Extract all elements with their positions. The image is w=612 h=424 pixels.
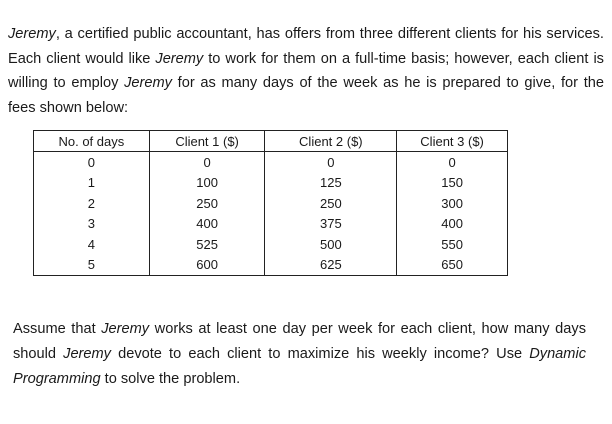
table-row [34, 255, 508, 276]
table-row [34, 234, 508, 255]
name-jeremy: Jeremy [155, 50, 204, 67]
header-client-1: Client 1 ($) [149, 131, 265, 152]
cell-days: 1 [34, 173, 150, 194]
cell-client-2: 250 [265, 193, 397, 214]
cell-days: 2 [34, 193, 150, 214]
header-client-2: Client 2 ($) [265, 131, 397, 152]
name-jeremy: Jeremy [124, 75, 172, 91]
cell-client-3: 650 [397, 255, 508, 276]
table-row [34, 152, 508, 173]
cell-client-1: 400 [149, 214, 265, 235]
table-row [34, 193, 508, 214]
cell-client-3: 150 [397, 173, 508, 194]
cell-days: 4 [34, 234, 150, 255]
cell-client-3: 0 [397, 152, 508, 173]
cell-client-3: 300 [397, 193, 508, 214]
name-jeremy: Jeremy [63, 346, 111, 362]
cell-client-1: 250 [149, 193, 265, 214]
cell-client-2: 0 [265, 152, 397, 173]
cell-days: 3 [34, 214, 150, 235]
cell-client-2: 500 [265, 234, 397, 255]
question-text: to solve the problem. [100, 371, 241, 387]
intro-paragraph [8, 22, 604, 120]
cell-client-2: 375 [265, 214, 397, 235]
cell-client-1: 600 [149, 255, 265, 276]
intro-text: to work for them on a full-time basis; however, each client is willing to employ [8, 50, 604, 91]
table-row [34, 214, 508, 235]
cell-client-1: 525 [149, 234, 265, 255]
table-row [34, 173, 508, 194]
question-paragraph [13, 317, 586, 392]
name-jeremy: Jeremy [8, 26, 56, 42]
cell-client-2: 625 [265, 255, 397, 276]
name-jeremy: Jeremy [101, 321, 150, 337]
header-days: No. of days [34, 131, 150, 152]
table-header-row [34, 131, 508, 152]
cell-client-2: 125 [265, 173, 397, 194]
intro-text: for as many days of the week as he is prepared to give, for the fees shown below: [8, 75, 604, 116]
cell-client-3: 400 [397, 214, 508, 235]
cell-days: 0 [34, 152, 150, 173]
question-text: Assume that [13, 321, 102, 337]
fees-table [33, 130, 508, 276]
question-text: works at least one day per week for each client, how many days should [13, 321, 586, 362]
header-client-3: Client 3 ($) [397, 131, 508, 152]
method-name: Dynamic Programming [13, 346, 586, 387]
cell-client-1: 0 [149, 152, 265, 173]
cell-days: 5 [34, 255, 150, 276]
cell-client-1: 100 [149, 173, 265, 194]
intro-text: , a certified public accountant, has offers from three different clients for his services. Each client would like [8, 26, 604, 67]
cell-client-3: 550 [397, 234, 508, 255]
question-text: devote to each client to maximize his weekly income? Use [110, 346, 530, 362]
